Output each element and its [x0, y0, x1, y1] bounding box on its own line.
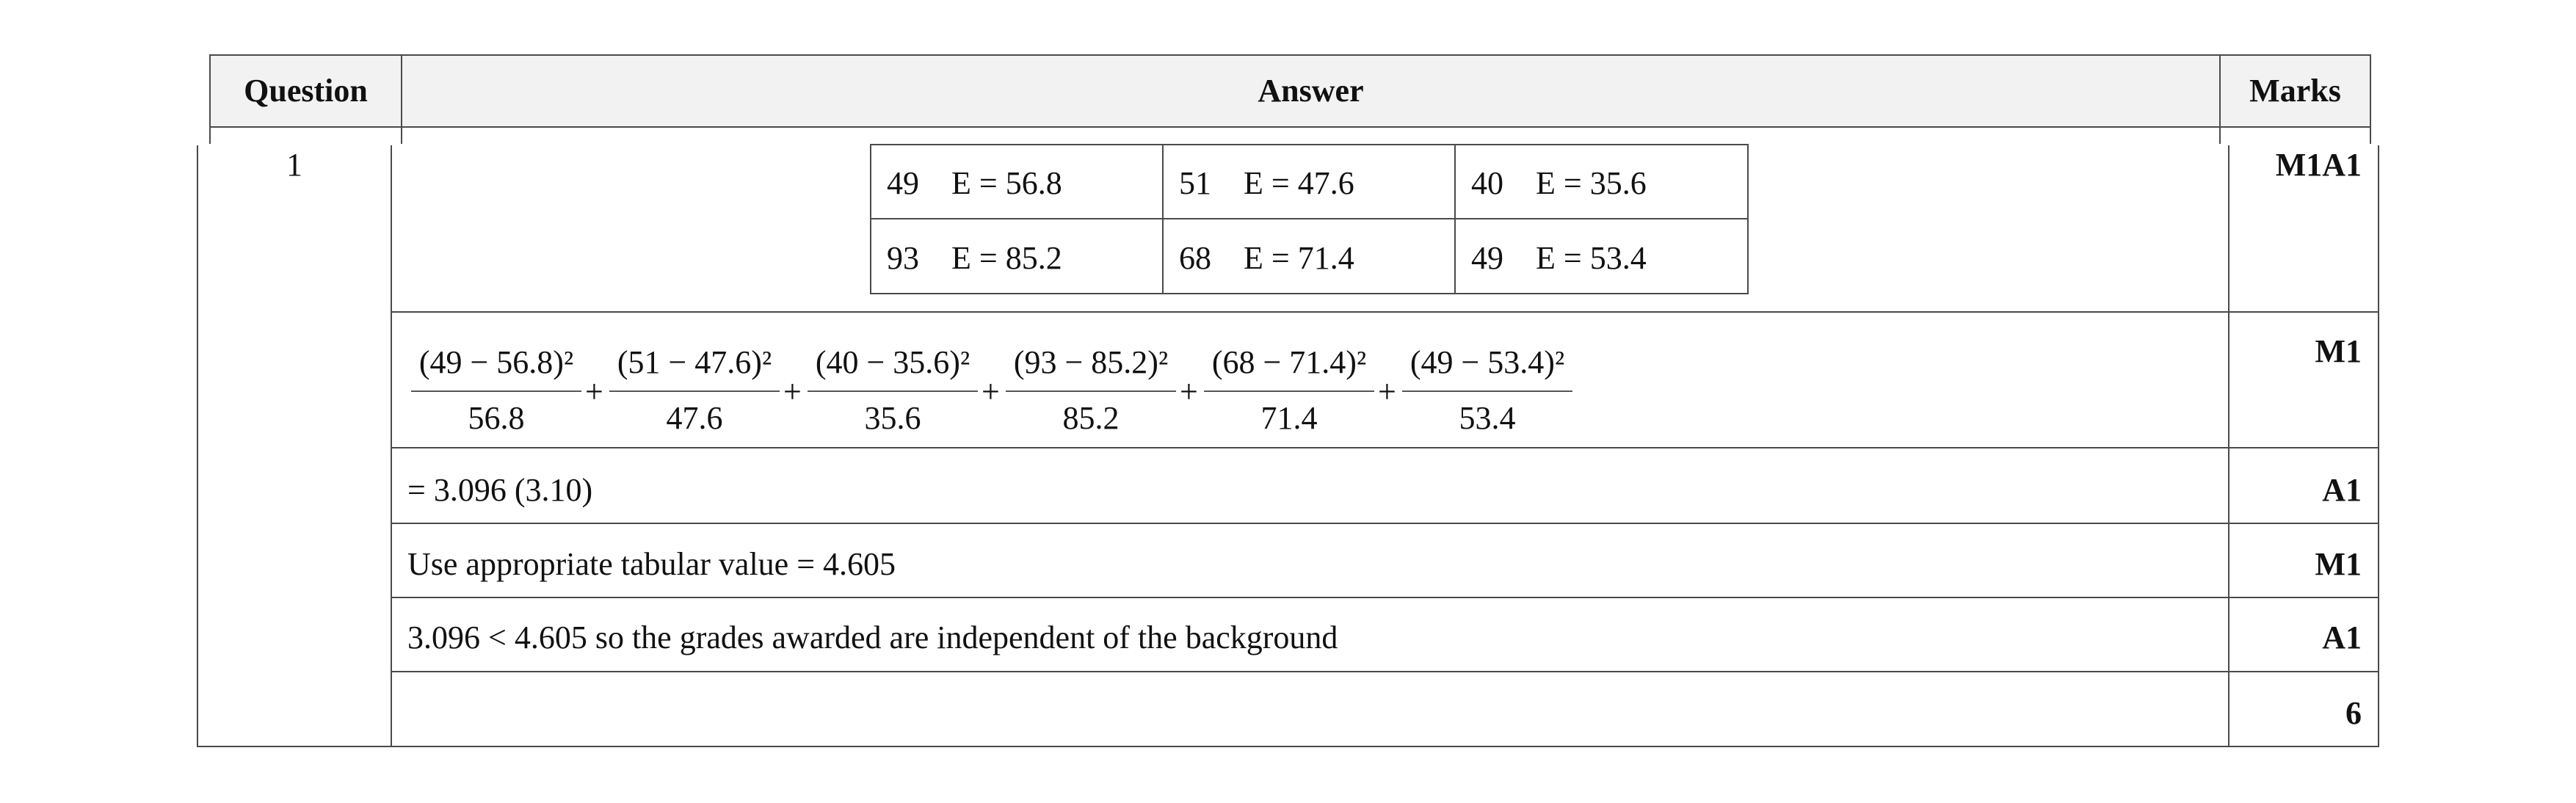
- row-separator-2: [391, 447, 2379, 448]
- header-marks: Marks: [2249, 73, 2341, 109]
- fraction-term: [1006, 341, 1176, 436]
- marks-row-5: A1: [2322, 619, 2362, 655]
- marks-total: 6: [2345, 695, 2362, 731]
- fraction-denominator: 71.4: [1260, 400, 1318, 436]
- fraction-denominator: 47.6: [666, 400, 723, 436]
- header-answer: Answer: [1258, 73, 1364, 109]
- cell-expected: E = 35.6: [1536, 165, 1647, 201]
- fraction-bar: [1006, 390, 1176, 392]
- inner-table-right: [1747, 144, 1749, 294]
- fraction-denominator: 53.4: [1459, 400, 1516, 436]
- marks-row-2: M1: [2315, 333, 2362, 369]
- fraction-bar: [411, 390, 581, 392]
- fraction-bar: [808, 390, 978, 392]
- row-separator-5: [391, 671, 2379, 672]
- inner-table-left: [870, 144, 871, 294]
- plus-sign: +: [982, 374, 1000, 410]
- fraction-term: [411, 341, 581, 436]
- fraction-bar: [1402, 390, 1572, 392]
- fraction-denominator: 35.6: [864, 400, 921, 436]
- body-right-border: [2378, 145, 2379, 747]
- row-separator-3: [391, 523, 2379, 524]
- cell-expected: E = 85.2: [951, 240, 1062, 276]
- header-top-border: [209, 54, 2371, 56]
- body-marks-divider: [2228, 145, 2229, 747]
- fraction-numerator: (49 − 56.8)²: [418, 344, 574, 380]
- inner-table-middle: [870, 218, 1749, 219]
- fraction-term: [609, 341, 780, 436]
- inner-table-divider-2: [1454, 144, 1456, 294]
- answer-tabular-value: Use appropriate tabular value = 4.605: [407, 546, 896, 582]
- fraction-denominator: 85.2: [1062, 400, 1120, 436]
- row-separator-4: [391, 597, 2379, 598]
- cell-expected: E = 71.4: [1244, 240, 1354, 276]
- marks-row-4: M1: [2315, 546, 2362, 582]
- inner-table-top: [870, 144, 1749, 145]
- question-number: 1: [286, 147, 302, 183]
- plus-sign: +: [585, 374, 603, 410]
- cell-observed: 49: [887, 165, 919, 201]
- fraction-bar: [609, 390, 780, 392]
- cell-observed: 51: [1179, 165, 1211, 201]
- header-right-border: [2370, 54, 2371, 144]
- cell-expected: E = 56.8: [951, 165, 1062, 201]
- cell-observed: 40: [1471, 165, 1503, 201]
- marks-row-1: M1A1: [2275, 147, 2362, 183]
- inner-table-bottom: [870, 293, 1749, 294]
- plus-sign: +: [783, 374, 802, 410]
- fraction-term: [1204, 341, 1374, 436]
- fraction-numerator: (49 − 53.4)²: [1409, 344, 1565, 380]
- cell-expected: E = 53.4: [1536, 240, 1647, 276]
- body-left-border: [197, 145, 198, 747]
- fraction-denominator: 56.8: [468, 400, 525, 436]
- header-question: Question: [244, 73, 368, 109]
- inner-table-divider-1: [1162, 144, 1164, 294]
- body-bottom-border: [197, 746, 2379, 747]
- header-bottom-border: [209, 126, 2371, 128]
- fraction-numerator: (93 − 85.2)²: [1013, 344, 1169, 380]
- plus-sign: +: [1378, 374, 1396, 410]
- fraction-bar: [1204, 390, 1374, 392]
- marks-row-3: A1: [2322, 472, 2362, 508]
- body-question-divider: [391, 145, 392, 747]
- fraction-numerator: (40 − 35.6)²: [815, 344, 970, 380]
- fraction-term: [808, 341, 978, 436]
- fraction-term: [1402, 341, 1572, 436]
- cell-observed: 68: [1179, 240, 1211, 276]
- cell-expected: E = 47.6: [1244, 165, 1354, 201]
- fraction-numerator: (51 − 47.6)²: [617, 344, 772, 380]
- cell-observed: 93: [887, 240, 919, 276]
- cell-observed: 49: [1471, 240, 1503, 276]
- row-separator-1: [391, 311, 2379, 313]
- answer-conclusion: 3.096 < 4.605 so the grades awarded are independent of the background: [407, 619, 1338, 655]
- answer-chi-squared-value: = 3.096 (3.10): [407, 472, 593, 508]
- plus-sign: +: [1180, 374, 1198, 410]
- fraction-numerator: (68 − 71.4)²: [1211, 344, 1367, 380]
